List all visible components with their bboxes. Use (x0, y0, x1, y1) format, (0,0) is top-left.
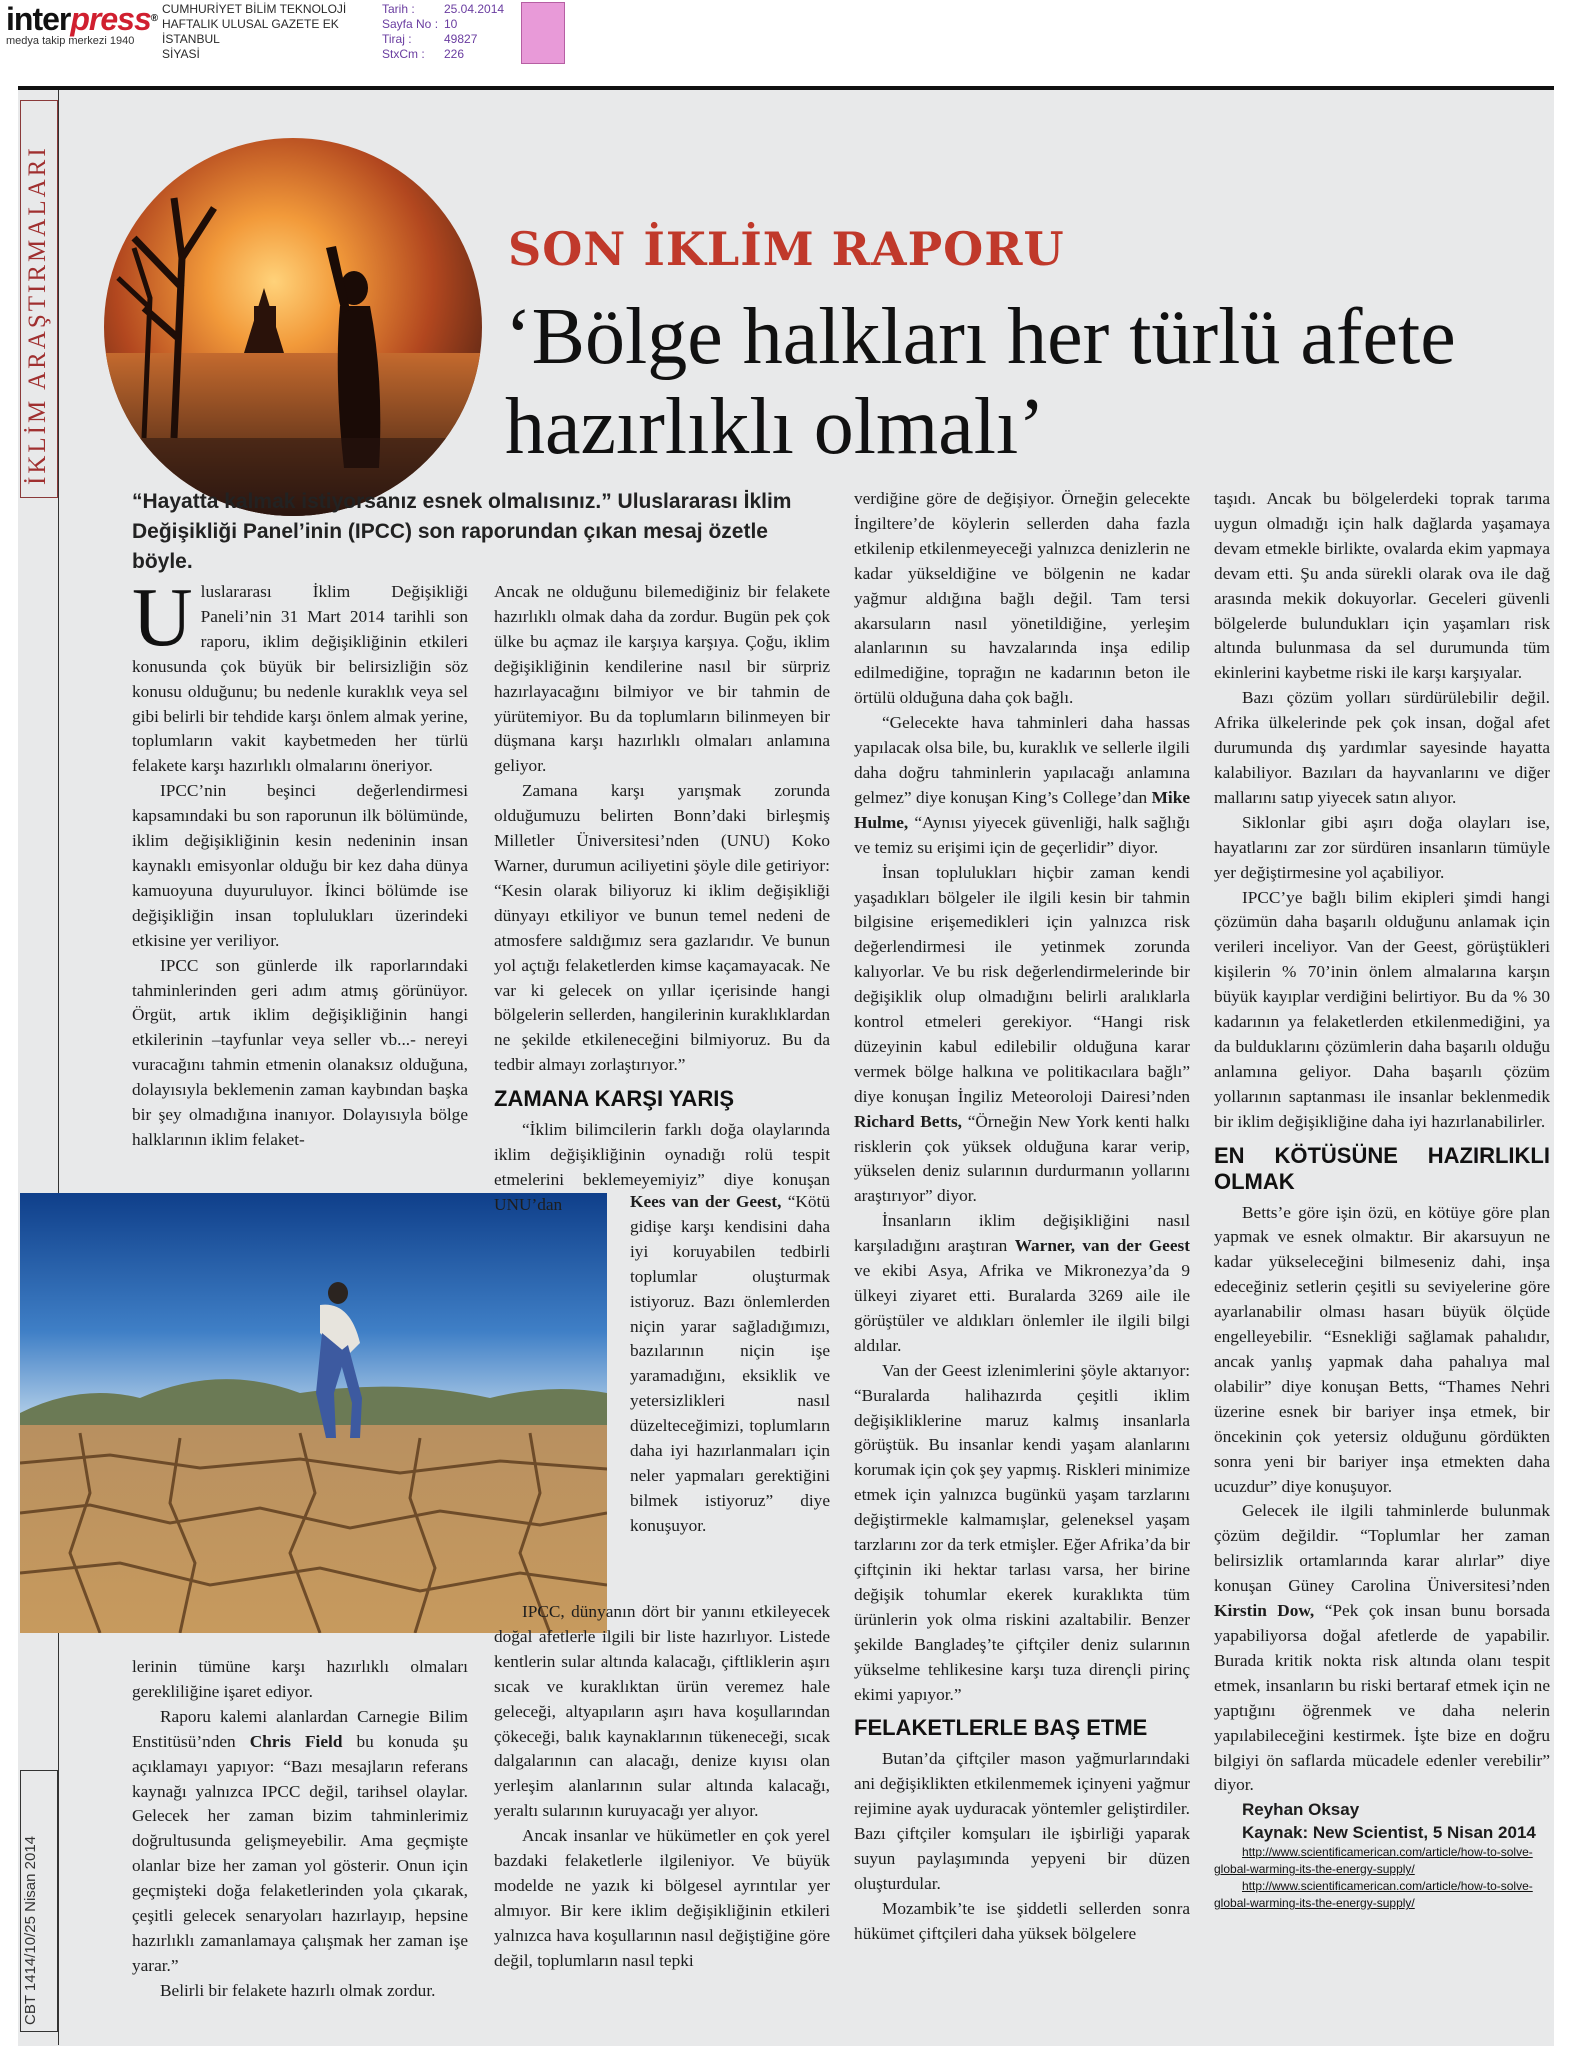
logo-word-black: inter (6, 1, 71, 37)
article-kicker: SON İKLİM RAPORU (508, 222, 1065, 276)
column-4 (1214, 487, 1550, 1912)
source-url[interactable]: http://www.scientificamerican.com/article/how-to-solve-global-warming-its-the-energy-supply/ (1214, 1879, 1533, 1911)
clipping-meta (382, 2, 504, 62)
person-name: Warner, van der Geest (1014, 1236, 1190, 1256)
meta-label: StxCm : (382, 47, 425, 61)
paragraph-part: “Aynısı yiyecek güvenliği, halk sağlığı ve temiz su erişimi için de geçerlidir” diyor. (854, 812, 1190, 857)
drop-cap: U (132, 571, 193, 664)
meta-label: Tiraj : (382, 32, 412, 46)
column-3 (854, 487, 1190, 1947)
person-name: Chris Field (249, 1731, 343, 1751)
paragraph-part: “Örneğin New York kenti halkı risklerin çok yüksek olduğuna karar verip, yükselen deniz sularının durdurmanın yollarını araştırıyor” diyor. (854, 1111, 1190, 1206)
paragraph: Ancak insanlar ve hükümetler en çok yerel bazdaki felaketlerle ilgileniyor. Ve büyük modelde ne yazık ki bölgesel ayrıntılar yer almıyor. Bir kere iklim değişikliğinin etkileri yalnızca hava koşullarının nasıl değiştiğine göre değil, toplumların nasıl tepki (494, 1826, 830, 1970)
subheading: ZAMANA KARŞI YARIŞ (494, 1086, 734, 1112)
article-lead: “Hayatta kalmak istiyorsanız esnek olmalısınız.” Uluslararası İklim Değişikliği Panel’inin (IPCC) son raporundan çıkan mesaj özetle böyle. (132, 490, 792, 573)
paragraph-part: İnsan toplulukları hiçbir zaman kendi yaşadıkları bölgeler ile ilgili kesin bir tahmin bilgisine erişemedikleri için yalnızca risk değerlendirmesi ile yetinmek zorunda kalıyorlar. Ve bu risk değerlendirmelerinde bir değişiklik olup olmadığını belirli aralıklarla kontrol etmeleri gerekiyor. “Hangi risk düzeyinin kabul edilebilir olduğuna karar vermek bölge halkına ve politikacılara bağlı” diye konuşan İngiliz Meteoroloji Dairesi’nden (854, 862, 1190, 1106)
paragraph-part: “Kötü gidişe karşı kendisini daha iyi koruyabilen tedbirli toplumlar oluşturmak istiyoruz. Bazı önlemlerden niçin yarar sağladığımızı, bazılarının niçin işe yaramadığını, eksiklik ve yetersizlikleri nasıl düzelteceğimizi, toplumların daha iyi hazırlanmaları için neler yapmaları gerektiğini bilmek istiyoruz” diye konuşuyor. (630, 1192, 830, 1535)
paragraph: IPCC son günlerde ilk raporlarındaki tahminlerinden geri adım atmış görünüyor. Örgüt, artık iklim değişikliğinin hangi etkilerinin –tayfunlar veya seller vb...- nereyi vuracağını tahmin etmenin olanaksız olduğuna, dolayısıyla beklemenin zaman kaybından başka bir şey olmadığına inanıyor. Dolayısıyla bölge halklarının iklim felaket- (132, 955, 468, 1149)
publication-line: İSTANBUL (162, 32, 220, 46)
paragraph: taşıdı. Ancak bu bölgelerdeki toprak tarıma uygun olmadığı için halk dağlarda yaşamaya devam etmekle birlikte, ovalarda ekim yapmaya devam etti. Şu anda sürekli olarak ova ile dağ arasında mekik dokuyorlar. Geceleri güvenli bölgelerde bulundukları için yaşamları risk altında bulunmasa da sel durumunda tüm ekinlerini kaybetme riski ile karşı karşıyalar. (1214, 489, 1550, 683)
paragraph-part: bu konuda şu açıklamayı yapıyor: “Bazı mesajların referans kaynağı yalnızca IPCC değil, tarihsel olaylar. Gelecek her zaman bizim tahminlerimiz doğrultusunda gelişmeyebilir. Ama geçmişte olanlar bize her zaman yol gösterir. Onun için geçmişteki doğa felaketlerinden yola çıkarak, çeşitli gelecek senaryoları hazırlayıp, hepsine hazırlıklı zamanlamaya çalışmak her zaman işe yarar.” (132, 1731, 468, 1975)
meta-value: 25.04.2014 (444, 2, 505, 16)
paragraph: Van der Geest izlenimlerini şöyle aktarıyor: “Buralarda halihazırda çeşitli iklim değişikliklerine maruz kalmış insanlarla görüştük. Bu insanlar kendi yaşam alanlarını korumak için çok şey yapmış. Riskleri minimize etmek için yalnızca bugünkü yaşam tarzlarını değiştirmekle kalmamışlar, geleneksel yaşam tarzlarını zor da terk etmişler. Eğer Afrika’da bir çiftçinin iki hektar tarlası varsa, her birine değişik tohumlar ekerek kuraklıkta tüm ürünlerin yok olma riskini azaltabilir. Benzer şekilde Bangladeş’te çiftçiler deniz sularının yükselme tehlikesine karşı tuza dirençli pirinç ekimi yapıyor.” (854, 1360, 1190, 1704)
publication-info (162, 2, 346, 62)
paragraph-part: “İklim bilimcilerin farklı doğa olaylarında iklim değişikliğinin oynadığı rolü tespit etmelerini beklemeyemiyiz” diye konuşan UNU’dan (494, 1120, 830, 1214)
subheading: EN KÖTÜSÜNE HAZIRLIKLI OLMAK (1214, 1142, 1550, 1194)
paragraph-part: İnsanların iklim değişikliğini nasıl karşıladığını araştıran (854, 1211, 1190, 1256)
column-2-narrow (630, 1190, 830, 1539)
section-label: İKLİM ARAŞTIRMALARI (24, 145, 51, 485)
author: Reyhan Oksay (1242, 1800, 1360, 1820)
paragraph: luslararası İklim Değişikliği Paneli’nin 31 Mart 2014 tarihli son raporu, iklim değişikliğinin etkileri konusunda çok büyük bir belirsizliğin söz konusu olduğunu; bu nedenle kuraklık veya sel gibi belirli bir tehdide karşı önlem almak yerine, toplumların vakit kaybetmeden her türlü felakete karşı hazırlıklı olmalarını öneriyor. (132, 582, 468, 776)
person-name: Mike Hulme, (854, 787, 1190, 832)
paragraph-part: “Gelecekte hava tahminleri daha hassas yapılacak olsa bile, bu, kuraklık ve sellerle ilgili daha doğru tahminlerin yapılacağı anlamına gelmez” diye konuşan King’s College’dan (854, 713, 1190, 807)
person-name: Kees van der Geest, (630, 1192, 782, 1211)
publication-line: CUMHURİYET BİLİM TEKNOLOJİ (162, 2, 347, 16)
clipping-header (0, 0, 1590, 82)
person-name: Richard Betts, (854, 1111, 962, 1131)
article-headline: ‘Bölge halkları her türlü afete hazırlıklı olmalı’ (505, 293, 1456, 471)
meta-label: Sayfa No : (382, 17, 439, 31)
column-2-bottom (494, 1600, 830, 1974)
color-swatch (521, 2, 565, 64)
paragraph: Belirli bir felakete hazırlı olmak zordur. (160, 1980, 436, 2000)
source: Kaynak: New Scientist, 5 Nisan 2014 (1242, 1823, 1536, 1843)
paragraph: verdiğine göre de değişiyor. Örneğin gelecekte İngiltere’de köylerin sellerden daha fazla etkilenip etkilenmeyeceği yalnızca denizlerin ne kadar yükseldiğine ve bölgenin ne kadar yağmur aldığına bağlı değil. Tam tersi akarsuların nasıl yönetildiğine, yerleşim alanlarının su havzalarında inşa edilip edilmediğine, toprağın ne kadarının beton ile örtülü olduğuna daha çok bağlı. (854, 489, 1190, 708)
column-1-top (132, 571, 468, 1153)
paragraph: lerinin tümüne karşı hazırlıklı olmaları gerekliliğine işaret ediyor. (132, 1657, 468, 1701)
paragraph-part: “Pek çok insan bunu borsada yapabiliyorsa doğal afetlerde de yapabilir. Burada kritik nokta risk altında olanı tespit etmek, insanların bu riski bertaraf etmek için ne yaptığını öğrenmek ve daha nelerin yapılabileceğini kestirmek. İşte bize en doğru bilgiyi ön saflarda mücadele edenler verebilir” diyor. (1214, 1601, 1551, 1795)
paragraph: Siklonlar gibi aşırı doğa olayları ise, hayatlarını zar zor sürdüren insanların tümüyle yer değiştirmesine yol açabiliyor. (1214, 812, 1550, 882)
source-url[interactable]: http://www.scientificamerican.com/article/how-to-solve-global-warming-its-the-energy-supply/ (1214, 1845, 1533, 1877)
paragraph: Zamana karşı yarışmak zorunda olduğumuzu belirten Bonn’daki birleşmiş Milletler Üniversitesi’nden (UNU) Koko Warner, durumun aciliyetini şöyle dile getiriyor: “Kesin olarak biliyoruz ki iklim değişikliği dünyayı etkiliyor ve bunun temel nedeni de atmosfere saldığımız sera gazlarıdır. Ve bunun yol açtığı felaketlerden kimse kaçamayacak. Ne var ki gelecek on yıllar içerisinde hangi bölgelerin sellerden, hangilerinin kuraklıklardan ne şekilde etkileneceğini bilmiyoruz. Bu da tedbir almayı zorlaştırıyor.” (494, 781, 830, 1075)
paragraph: Mozambik’te ise şiddetli sellerden sonra hükümet çiftçileri daha yüksek bölgelere (854, 1898, 1190, 1943)
logo-word-red: press (70, 1, 151, 37)
meta-value: 49827 (444, 32, 478, 46)
paragraph: Butan’da çiftçiler mason yağmurlarındaki ani değişiklikten etkilenmemek içinyeni yağmur rejimine ayak uyduracak yöntemler geliştirdiler. Bazı çiftçiler komşuları ile işbirliği yaparak suyun paylaşımında yepyeni bir düzen oluşturdular. (854, 1749, 1190, 1893)
paragraph: IPCC, dünyanın dört bir yanını etkileyecek doğal afetlerle ilgili bir liste hazırlıyor. Listede kentlerin sular altında kalacağı, çiftliklerin aşırı sıcak ve kuraklıktan ürün veremez hale geleceği, altyapıların aşırı hava koşullarından çökeceği, balık kaynaklarının tükeneceği, sıcak dalgalarının can alacağı, denize kıyısı olan yerleşim alanlarının sular altında kalacağı, yeraltı sularının kuruyacağı yer alıyor. (494, 1602, 830, 1821)
sunset-photo (104, 138, 482, 516)
person-name: Kirstin Dow, (1214, 1601, 1315, 1621)
paragraph: IPCC’nin beşinci değerlendirmesi kapsamındaki bu son raporunun ilk bölümünde, iklim değişikliğinin kesin nedeninin insan kaynaklı emisyonlar olduğu bir kez daha dünya kamuoyuna duyuruluyor. İkinci bölümde ise değişikliğin insan toplulukları üzerindeki etkisine yer veriliyor. (132, 781, 468, 950)
paragraph: Bazı çözüm yolları sürdürülebilir değil. Afrika ülkelerinde pek çok insan, doğal afet durumunda dış yardımlar sayesinde hayatta kalabiliyor. Bazıları da hayvanlarını ve diğer mallarını satıp yiyecek satın alıyor. (1214, 688, 1550, 807)
paragraph: Betts’e göre işin özü, en kötüye göre plan yapmak ve esnek olmaktır. Bir akarsuyun ne kadar yükseleceğini bilmeseniz dahi, inşa edeceğiniz setlerin çeşitli su seviyelerine göre ayarlanabilir olması hasarı büyük ölçüde engelleyebilir. “Esnekliği sağlamak pahalıdır, ancak yanlış yapmak daha pahalıya mal olabilir” diye konuşan Betts, “Thames Nehri üzerine esnek bir bariyer inşa etmek, bir öncekinin çok yetersiz olduğunu gördükten sonra yeni bir bariyer inşa etmekten daha ucuzdur” diye konuşuyor. (1214, 1202, 1550, 1496)
interpress-logo: interpress® medya takip merkezi 1940 (6, 1, 158, 47)
drought-photo (20, 1193, 607, 1633)
paragraph-part: Gelecek ile ilgili tahminlerde bulunmak çözüm değildir. “Toplumlar her zaman belirsizlik ortamlarında karar alırlar” diye konuşan Güney Carolina Üniversitesi’nden (1214, 1501, 1550, 1596)
paragraph-part: Raporu kalemi alanlardan Carnegie Bilim Enstitüsü’nden (132, 1706, 468, 1751)
column-2-top (494, 580, 830, 1218)
meta-label: Tarih : (382, 2, 415, 16)
logo-subtitle: medya takip merkezi 1940 (6, 35, 135, 47)
column-1-bottom (132, 1655, 468, 2004)
publication-line: SİYASİ (162, 47, 200, 61)
publication-line: HAFTALIK ULUSAL GAZETE EK (162, 17, 339, 31)
issue-label: CBT 1414/10/25 Nisan 2014 (22, 1835, 39, 2025)
paragraph: Ancak ne olduğunu bilemediğiniz bir felakete hazırlıklı olmak daha da zordur. Bugün pek çok ülke bu açmaz ile karşıya karşıya. Çoğu, iklim değişikliğinin kendilerine nasıl bir sürpriz hazırlayacağını bilmiyor ve bir tahmin de yürütemiyor. Bu da toplumların bilinmeyen bir düşmana karşı hazırlıklı olmaları anlamına geliyor. (494, 582, 830, 776)
paragraph-part: ve ekibi Asya, Afrika ve Mikronezya’da 9 ülkeyi ziyaret etti. Buralarda 3269 aile ile görüştüler ve aldıkları önlemler ile ilgili bilgi aldılar. (854, 1261, 1190, 1355)
subheading: FELAKETLERLE BAŞ ETME (854, 1715, 1148, 1741)
top-rule (18, 86, 1554, 90)
meta-value: 226 (444, 47, 465, 61)
paragraph: IPCC’ye bağlı bilim ekipleri şimdi hangi çözümün daha başarılı olduğunu anlamak için verileri inceliyor. Van der Geest, görüştükleri kişilerin % 70’inin önlem almalarına karşın büyük kayıplar verdiğini belirtiyor. Bu da % 30 kadarının ya felaketlerden etkilenmediğini, ya da bulduklarını çözümlerin daha başarılı olduğu anlamına geliyor. Daha başarılı çözüm yollarının saptanması ile insanlar beklenmedik bir iklim değişikliğine daha iyi hazırlanabilirler. (1214, 887, 1550, 1131)
meta-value: 10 (444, 17, 458, 31)
